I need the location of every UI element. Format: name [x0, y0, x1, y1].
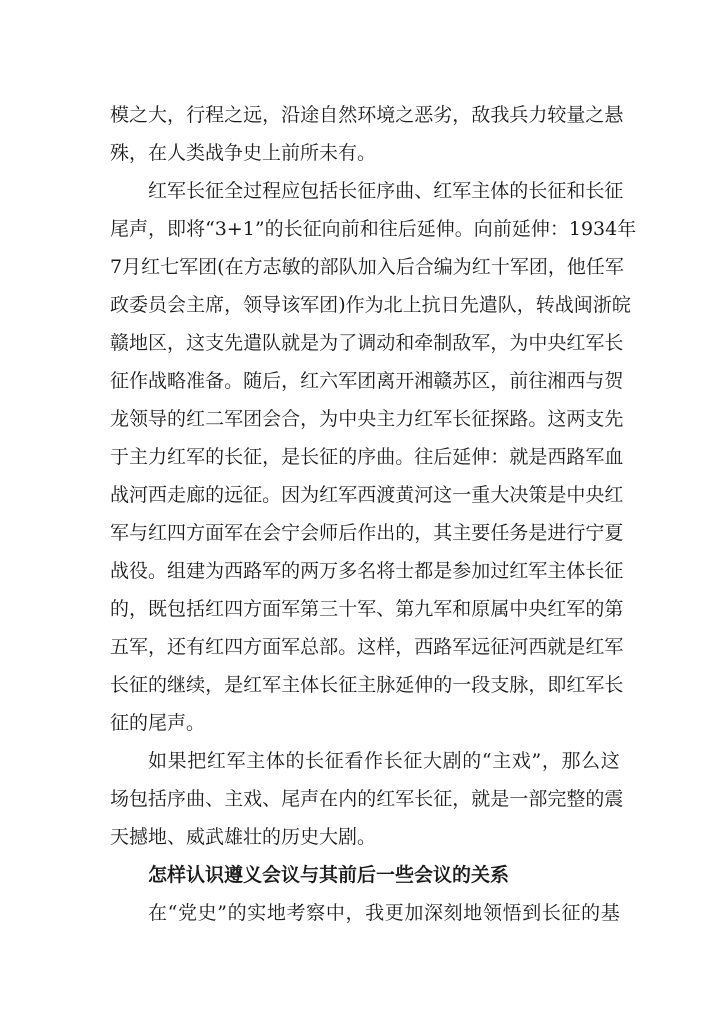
text-line: 征的尾声。: [110, 712, 206, 734]
text-line: 场 包 括 序 曲 、 主 戏 、 尾 声 在 内 的 红 军 长 征 ， 就 是 一 部 完 整 的 震: [110, 788, 624, 810]
text-line: 赣 地 区 ， 这 支 先 遣 队 就 是 为 了 调 动 和 牵 制 敌 军 ， 为 中 央 红 军 长: [110, 332, 624, 354]
text-line: 战 河 西 走 廊 的 远 征 。 因 为 红 军 西 渡 黄 河 这 一 重 大 决 策 是 中 央 红: [110, 484, 624, 506]
text-line: 政 委 员 会 主 席 ， 领 导 该 军 团 ) 作 为 北 上 抗 日 先 遣 队 ， 转 战 闽 浙 皖: [110, 294, 631, 316]
text-line: 在 “ 党 史 ” 的 实 地 考 察 中 ， 我 更 加 深 刻 地 领 悟 到 长 征 的 基: [148, 902, 620, 924]
text-line: 战 役 。 组 建 为 西 路 军 的 两 万 多 名 将 士 都 是 参 加 过 红 军 主 体 长 征: [110, 560, 624, 582]
text-line: 红 军 长 征 全 过 程 应 包 括 长 征 序 曲 、 红 军 主 体 的 长 征 和 长 征: [148, 180, 624, 202]
text-line: 征 作 战 略 准 备 。 随 后 ， 红 六 军 团 离 开 湘 赣 苏 区 ， 前 往 湘 西 与 贺: [110, 370, 624, 392]
text-line: 于 主 力 红 军 的 长 征 ， 是 长 征 的 序 曲 。 往 后 延 伸 ： 就 是 西 路 军 血: [110, 446, 624, 468]
section-heading: 怎样认识遵义会议与其前后一些会议的关系: [148, 864, 510, 886]
text-line: 天撼地、威武雄壮的历史大剧。: [110, 826, 377, 848]
text-line: 龙 领 导 的 红 二 军 团 会 合 ， 为 中 央 主 力 红 军 长 征 探 路 。 这 两 支 先: [110, 408, 624, 430]
text-line: 五 军 ， 还 有 红 四 方 面 军 总 部 。 这 样 ， 西 路 军 远 征 河 西 就 是 红 军: [110, 636, 624, 658]
text-line: 如 果 把 红 军 主 体 的 长 征 看 作 长 征 大 剧 的 “ 主 戏 ” ， 那 么 这: [148, 750, 620, 772]
text-line: 军 与 红 四 方 面 军 在 会 宁 会 师 后 作 出 的 ， 其 主 要 任 务 是 进 行 宁 夏: [110, 522, 624, 544]
text-line: 7 月 红 七 军 团 ( 在 方 志 敏 的 部 队 加 入 后 合 编 为 红 十 军 团 ， 他 任 军: [110, 256, 624, 278]
text-line: 殊，在人类战争史上前所未有。: [110, 142, 377, 164]
body-text: [110, 96, 637, 932]
text-line: 模 之 大 ， 行 程 之 远 ， 沿 途 自 然 环 境 之 恶 劣 ， 敌 我 兵 力 较 量 之 悬: [110, 104, 624, 126]
text-line: 长 征 的 继 续 ， 是 红 军 主 体 长 征 主 脉 延 伸 的 一 段 支 脉 ， 即 红 军 长: [110, 674, 624, 696]
text-line: 尾 声 ， 即 将 “ 3+1 ” 的 长 征 向 前 和 往 后 延 伸 。 向 前 延 伸 ： 1934 年: [110, 218, 637, 240]
text-line: 的 ， 既 包 括 红 四 方 面 军 第 三 十 军 、 第 九 军 和 原 属 中 央 红 军 的 第: [110, 598, 624, 620]
